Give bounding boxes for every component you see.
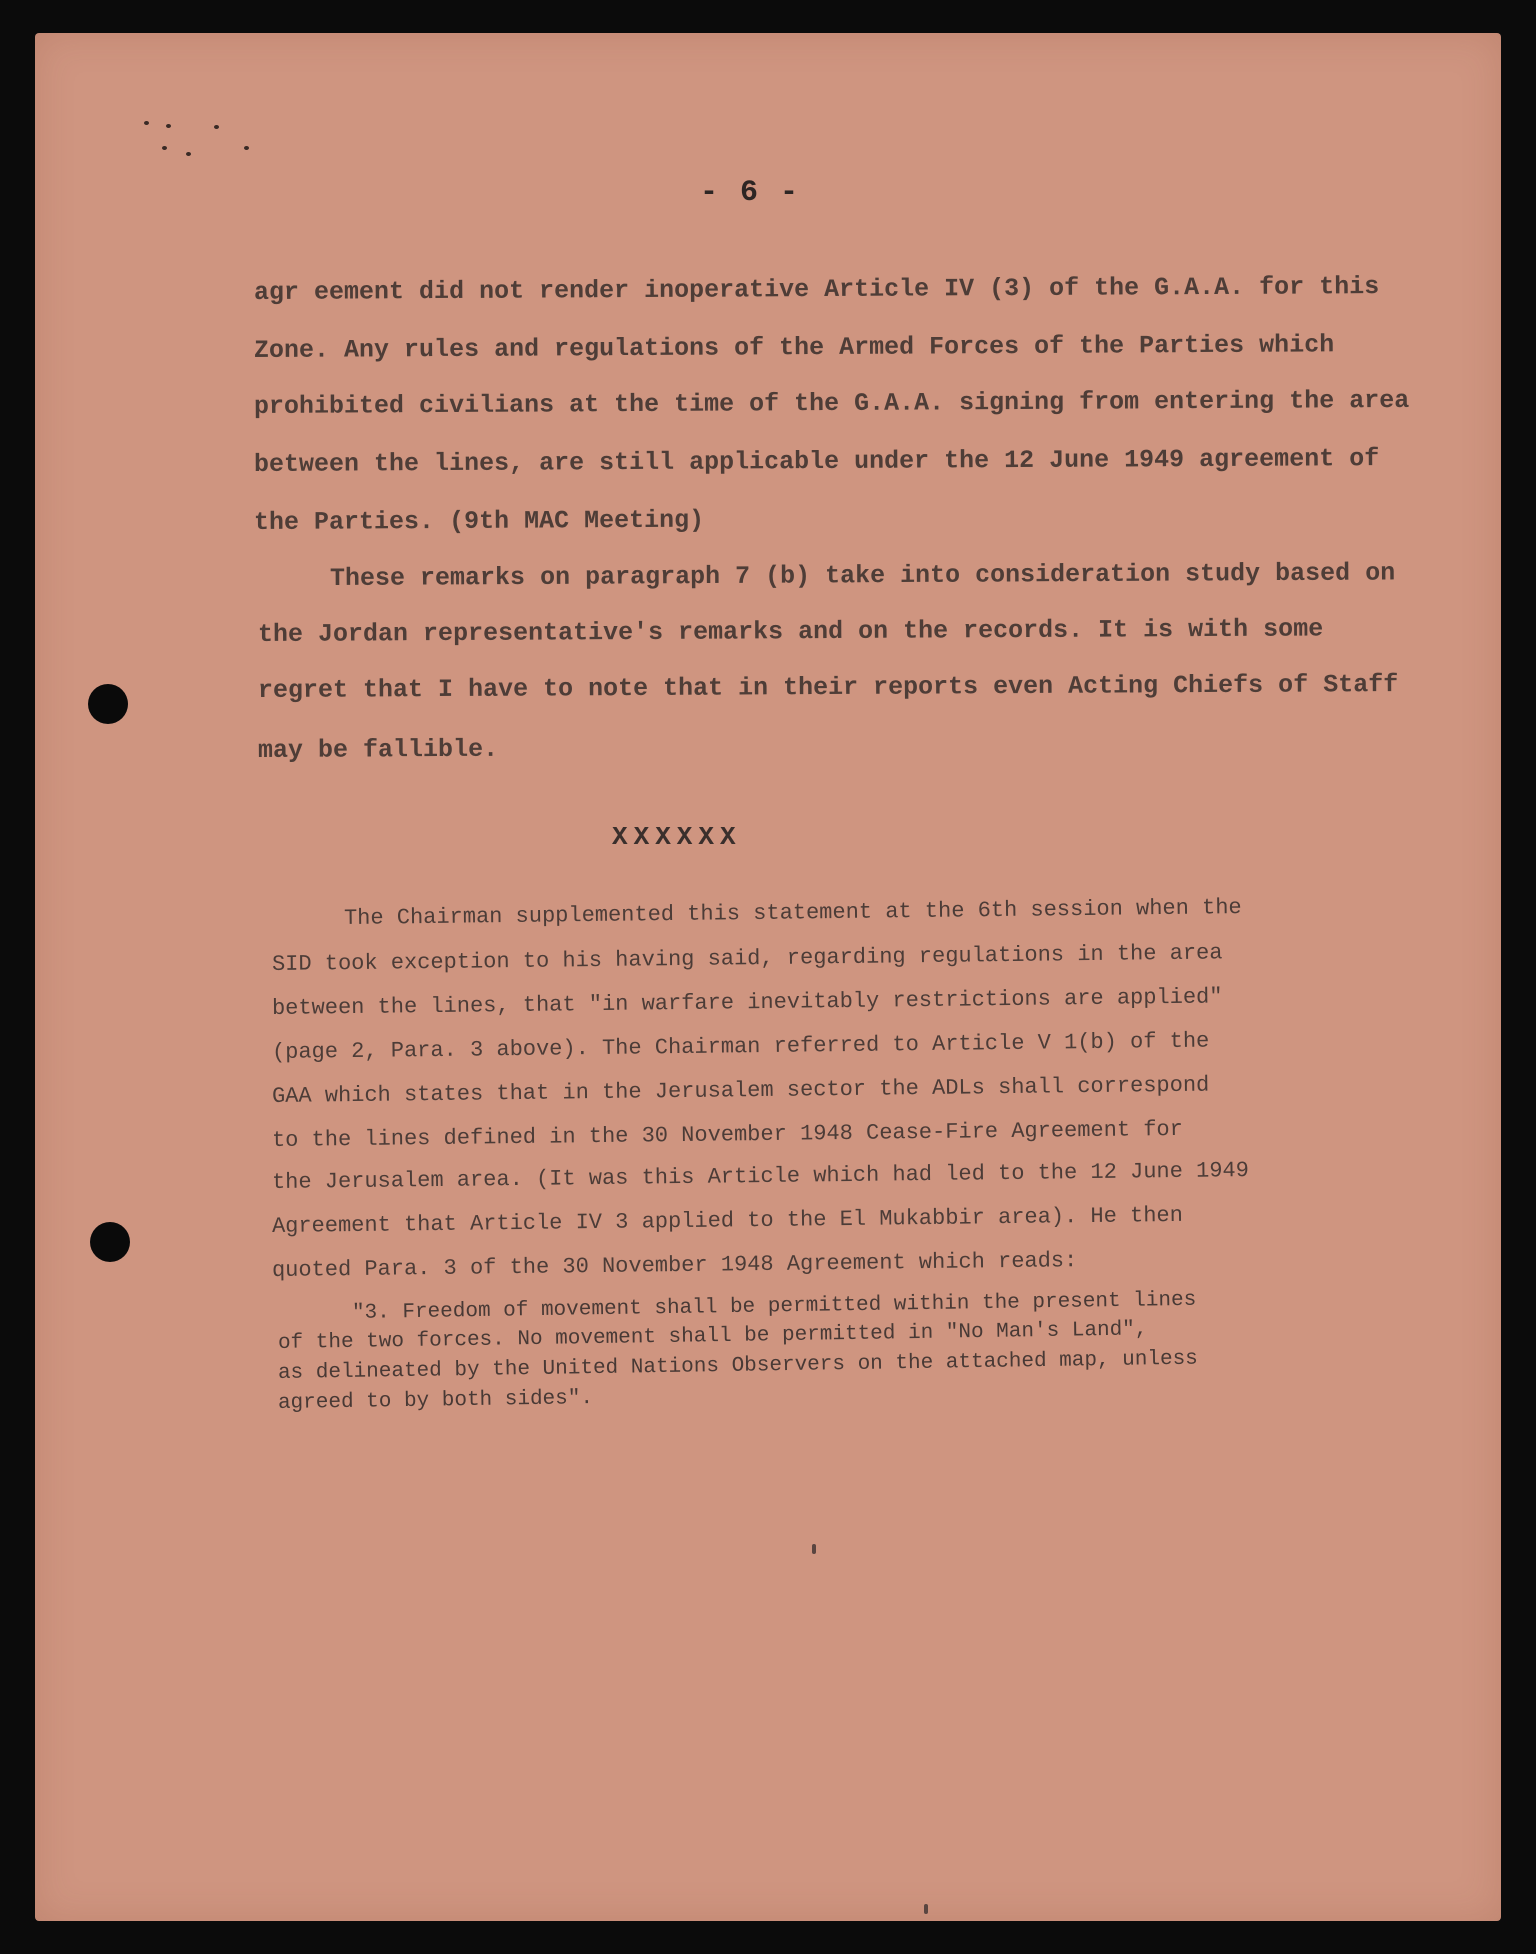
upper-paragraph-line: between the lines, are still applicable under the 12 June 1949 agreement of xyxy=(253,444,1380,479)
lower-paragraph-line: (page 2, Para. 3 above). The Chairman referred to Article V 1(b) of the xyxy=(271,1028,1210,1065)
upper-paragraph-line: Zone. Any rules and regulations of the Armed Forces of the Parties which xyxy=(253,330,1335,365)
lower-paragraph-line: The Chairman supplemented this statement at the 6th session when the xyxy=(343,895,1242,931)
paper-speck xyxy=(186,152,191,156)
paper-speck xyxy=(166,124,171,128)
lower-paragraph-line: Agreement that Article IV 3 applied to the El Mukabbir area). He then xyxy=(271,1202,1184,1239)
ink-dot xyxy=(812,1544,816,1554)
paper-speck xyxy=(214,125,219,129)
document-page xyxy=(35,33,1501,1921)
page-number: - 6 - xyxy=(700,176,801,210)
lower-paragraph-line: GAA which states that in the Jerusalem sector the ADLs shall correspond xyxy=(271,1072,1210,1109)
upper-paragraph-line: may be fallible. xyxy=(257,734,499,765)
paper-speck xyxy=(144,121,149,125)
upper-paragraph-line: These remarks on paragraph 7 (b) take into consideration study based on xyxy=(329,558,1396,593)
quote-line: "3. Freedom of movement shall be permitted within the present lines xyxy=(351,1288,1197,1325)
quote-line: as delineated by the United Nations Observers on the attached map, unless xyxy=(277,1347,1199,1385)
lower-paragraph-line: between the lines, that "in warfare inevitably restrictions are applied" xyxy=(271,984,1223,1021)
lower-paragraph-line: quoted Para. 3 of the 30 November 1948 Agreement which reads: xyxy=(271,1248,1078,1283)
upper-paragraph-line: the Parties. (9th MAC Meeting) xyxy=(253,505,705,537)
upper-paragraph-line: prohibited civilians at the time of the G.A.A. signing from entering the area xyxy=(253,385,1410,421)
ink-dot xyxy=(924,1904,928,1914)
quote-line: of the two forces. No movement shall be permitted in "No Man's Land", xyxy=(277,1318,1148,1355)
upper-paragraph-line: regret that I have to note that in their reports even Acting Chiefs of Staff xyxy=(257,670,1399,705)
punch-hole-lower xyxy=(90,1222,130,1262)
quote-line: agreed to by both sides". xyxy=(277,1387,594,1415)
punch-hole-upper xyxy=(88,684,128,724)
lower-paragraph-line: the Jerusalem area. (It was this Article which had led to the 12 June 1949 xyxy=(271,1158,1250,1195)
upper-paragraph-line: the Jordan representative's remarks and on the records. It is with some xyxy=(257,614,1324,649)
lower-paragraph-line: to the lines defined in the 30 November 1948 Cease-Fire Agreement for xyxy=(271,1116,1184,1153)
paper-speck xyxy=(162,146,167,150)
paper-speck xyxy=(244,146,249,150)
upper-paragraph-line: agr eement did not render inoperative Article IV (3) of the G.A.A. for this xyxy=(253,272,1380,307)
section-separator: XXXXXX xyxy=(612,822,742,852)
lower-paragraph-line: SID took exception to his having said, regarding regulations in the area xyxy=(271,940,1223,977)
